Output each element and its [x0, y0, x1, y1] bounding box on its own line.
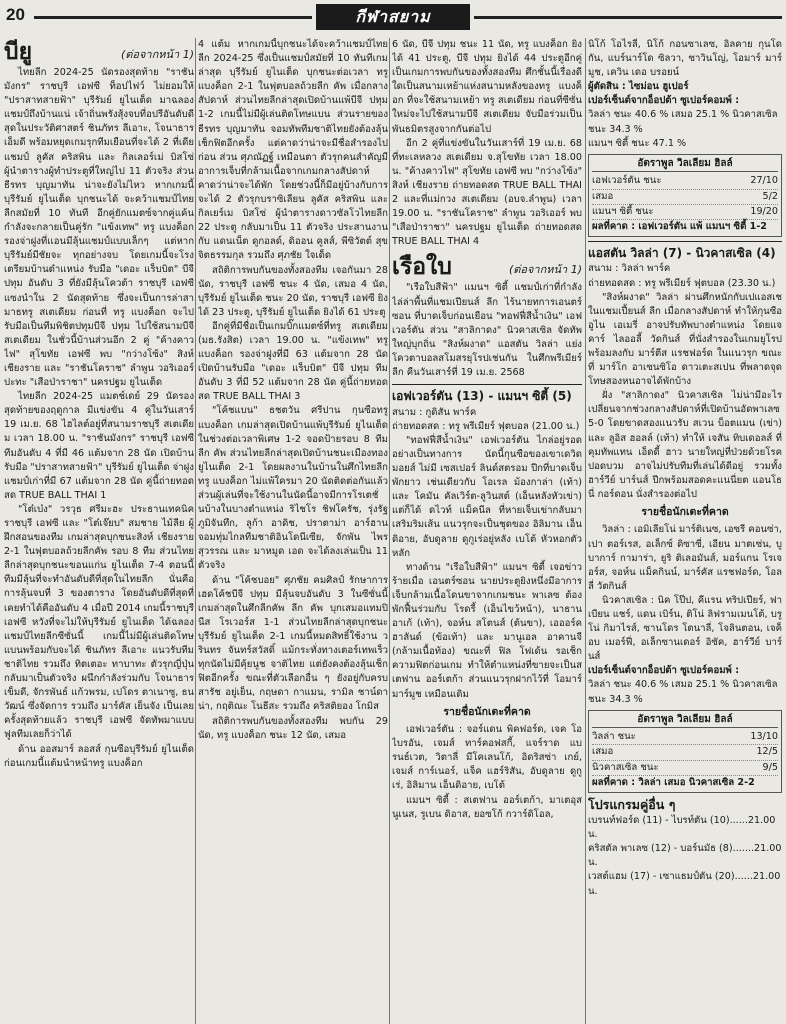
odds-value: 9/5 — [762, 761, 778, 773]
odds-value: 13/10 — [750, 731, 778, 743]
lineup-paragraph: วิลล่า : เอมิเลียโน่ มาร์ติเนซ, เอซรี คอนซ่า, เปา ตอร์เรส, อเล็กซ์ ดิซาซี่, เอียน มาตเซ่น, บูบาการ์ กามาร่า, ยูริ ติเลอมันส์, มอร์แกน โรเจอร์ส, จอห์น แม็คกินน์, มาร์คัส แรชฟอร์ด, โอลลี่ วัตกินส์ — [588, 524, 782, 592]
odds-box — [588, 710, 782, 793]
column-divider — [389, 38, 390, 1024]
odds-row — [592, 745, 778, 760]
article-paragraph: ทางด้าน "เรือใบสีฟ้า" แมนฯ ซิตี้ เจอข่าวร้ายเมื่อ เอนตร์ซอน นายประตูยิงหนึ่งมีอาการเจ็บกล้ามเนื้อโดนขาจากเกมชนะ พาเลซ ต้องพักฟื้นร่วมกับ โรดรี้ (เอ็นไขว้หน้า), นาธาน อาเก้ (เท้า), จอห์น สโตนส์ (ต้นขา), เอออร์ค ฮาลันด์ (ข้อเท้า) และ มานูเอล อาคานจี (กล้ามเนื้อท้อง) ขณะที่ ฟิล โฟเด้น รอเช็กความฟิตก่อนเกม ทำให้ตำแหน่งที่ขายจะเป็นสเตฟาน ออร์เตก้า ส่วนแนวรุกฝากไว้ที่ โอมาร์ มาร์มูช เหมือนเดิม — [392, 561, 582, 700]
odds-row — [592, 190, 778, 205]
section-masthead: กีฬาสยาม — [316, 4, 470, 30]
opta-line: วิลล่า ชนะ 40.6 % เสมอ 25.1 % นิวคาสเซิล ชนะ 34.3 % — [588, 679, 778, 705]
odds-value: 27/10 — [750, 175, 778, 187]
article-paragraph: ไทยลีก 2024-25 แมตช์เดย์ 29 นัดรองสุดท้ายของฤดูกาล มีแข่งขัน 4 คู่ในวันเสาร์ 19 เม.ย. 68 ไฮไลต์อยู่ที่สนามราชบุรี สเตเดียม เวลา 18.00 น. "ราชันมังกร" ราชบุรี เอฟซี ทีมอันดับ 4 ที่มี 46 แต้มจาก 28 นัด เปิดบ้านรับมือ "ปราสาทสายฟ้า" บุรีรัมย์ ยูไนเต็ด จ่าฝูง แชมป์เก่าที่มี 67 แต้มจาก 28 นัด คู่นี้ถ่ายทอดสด TRUE BALL THAI 1 — [4, 391, 194, 501]
odds-label: เสมอ — [592, 746, 614, 758]
article-paragraph: อีก 2 คู่ที่แข่งขันในวันเสาร์ที่ 19 เม.ย. 68 ที่ทะเลหลวง สเตเดียม จ.สุโขทัย เวลา 18.00 น. "ค้างคาวไฟ" สุโขทัย เอฟซี พบ "กว่างโซ้ง" สิงห์ เชียงราย ถ่ายทอดสด TRUE BALL THAI 2 และที่แม่กวง สเตเดียม (อบจ.ลำพูน) เวลา 19.00 น. "ราชันโคราช" ลำพูน วอริเออร์ พบ "เสือป่าราชา" นครปฐม ยูไนเต็ด ถ่ายทอดสด TRUE BALL THAI 4 — [392, 137, 582, 248]
article-paragraph: ด้าน "โค้ชบอย" ศุภชัย คมศิลป์ รักษาการเฮดโค้ชบีจี ปทุม มีลุ้นจบอันดับ 3 ในซีซั่นนี้ เกมล่าสุดในศึกลีกคัพ ลีก คัพ บุกเสมอแทมปินีส โรเวอร์ส 1-1 ส่วนไทยลีกล่าสุดบุกชนะบุรีรัมย์ ยูไนเต็ด 2-1 เกมนี้หมดสิทธิ์ใช้งาน วรินทร จันทร์สวัสดิ์ แม้กระทั่งทางเตอร์เทพเร็วทุกนัดไม่มีคุ้ยนูช จาติไทย แต่ยังคงต้องลุ้นเช็กฟิตอีกครั้ง ขณะที่ตัวเลือกอื่น ๆ ยังอยู่กับครบ สารัช อยู่เย็น, กฤษดา กาแมน, รามิล ชาน์ดาน่า, กฤติณะ โนธีสะ รวมถึง คริสติยอง โกมิส — [198, 574, 388, 713]
match-stadium: สนาม : กูดิสัน พาร์ค — [392, 406, 477, 418]
odds-row — [592, 205, 778, 220]
lineup-paragraph: แมนฯ ซิตี้ : สเตฟาน ออร์เตก้า, มาเตอุส นูเนส, รูเบน ดิอาส, ยอซโก้ กวาร์ดิโอล, — [392, 794, 582, 820]
opta-title: เปอร์เซ็นต์จากอ็อปต้า ซูเปอร์คอมพ์ : — [588, 95, 740, 107]
article-paragraph: "โต๋เบ๋ง" วรวุธ ศรีมะฮะ ประธานเทคนิคราชบุรี เอฟซี และ "โต๋เจ๊ยบ" สมชาย ไม้ลีย ผู้ฝึกสอนของทีม เกมล่าสุดบุกชนะสิงห์ เชียงราย 2-1 ในฟุตบอลถ้วยลีกคัพ รอบ 8 ทีม ส่วนไทยลีกล่าสุดบุกชนะขอนแก่น ยูไนเต็ด 7-4 ตอนนี้ทีมมีลุ้นที่จะทำอันดับดีที่สุดในไทยลีก นั่นคือการลุ้นจบที่ 3 ของตาราง โดยอันดับดีที่สุดที่เคยทำได้คืออันดับ 4 เมื่อปี 2014 เกมนี้ราชบุรี เอฟซี หวังที่จะไม่ให้บุรีรัมย์ ยูไนเต็ด ได้ฉลองแชมป์ไทยลีกซีซั่นนี้ เกมนี้ไม่มีผู้เล่นติดโทษแบนพร้อมกับจะได้ ชินภัทร ลีเอาะ แนวรับทีมชาติไทย รวมถึง ทิตเตอะ ทาบาทะ ตัวรุกญี่ปุ่นกลับมาเป็นตัวจริง ผนึกกำลังร่วมกับ โจนาธาร เข็มดี, จักรพันธ์ แก้วพรม, เปโดร ตาเนาซู, ธนวัฒน์ ซึ่งจัดการ รวมถึง มาร์คัส เย็นจัง เป็นเลยครั้งสุดท้ายแล้ว ราชบุรี เอฟซี จัดทัพมาแบบฟูลทีมเลยก็ว่าได้ — [4, 503, 194, 741]
article-paragraph: อีกคู่ที่มีชื่อเป็นเกมบิ๊กแมตซ์ที่ทรู สเตเดียม (มธ.รังสิต) เวลา 19.00 น. "แข้งเทพ" ทรู แบงค็อก รองจ่าฝูงที่มี 63 แต้มจาก 28 นัด เปิดบ้านรับมือ "เดอะ แร็บบิต" บีจี ปทุม ทีมอันดับ 3 ที่มี 52 แต้มจาก 28 นัด คู่นี้ถ่ายทอดสด TRUE BALL THAI 3 — [198, 320, 388, 403]
odds-row — [592, 730, 778, 745]
fixture-row: เวสต์แฮม (17) - เซาแธมป์ตัน (20)......21.00 น. — [588, 871, 781, 897]
article-title: เรือใบ — [392, 254, 452, 280]
match-broadcast: ถ่ายทอดสด : ทรู พรีเมียร์ ฟุตบอล (21.00 น.) — [392, 420, 580, 432]
opta-line: แมนฯ ซิตี้ ชนะ 47.1 % — [588, 137, 687, 149]
article-paragraph: ด้าน ออสมาร์ ลอสส์ กุนซือบุรีรัมย์ ยูไนเต็ด ก่อนเกมนี้แต้มนำหน้าทรู แบงค็อก — [4, 743, 194, 769]
lineup-heading: รายชื่อนักเตะที่คาด — [641, 506, 729, 519]
odds-row — [592, 174, 778, 189]
match-heading: แอสตัน วิลล่า (7) - นิวคาสเซิล (4) — [588, 241, 782, 263]
odds-label: วิลล่า ชนะ — [592, 731, 636, 743]
odds-row — [592, 761, 778, 776]
odds-label: แมนฯ ซิตี้ ชนะ — [592, 205, 654, 217]
match-heading: เอฟเวอร์ตัน (13) - แมนฯ ซิตี้ (5) — [392, 384, 582, 406]
article-paragraph: ฝั่ง "สาลิกาดง" นิวคาสเซิล ไม่น่ามีอะไรเปลี่ยนจากช่วงกลางสัปดาห์ที่เปิดบ้านอัดพาเลซ 5-0 โดยขาดสองแนวรับ สเวน บ็อตแมน (เข่า) และ ลูอิส ฮอลล์ (เท้า) ทำให้ เจสัน ทิบเดอลส์ ที่คุมทัพแทน เอ็ดดี้ ฮาว นายใหญ่ที่ป่วยด้วยโรคปอดบวม อาจไม่ปรับทีมที่เล่นได้ดีอยู่ รวมทั้ง ฮาร์วีย์ บาร์นส์ ปีกพร้อมสอดคะแนนี่ยต แอนโธนี่ กอร์ดอน นั่งสำรองต่อไป — [588, 390, 782, 500]
odds-box — [588, 154, 782, 237]
article-paragraph: 4 แต้ม หากเกมนี้บุกชนะได้จะคว้าแชมป์ไทยลีก 2024-25 ซึ่งเป็นแชมป์สมัยที่ 10 ทันทีเกมล่าสุด บุรีรัมย์ ยูไนเต็ด บุกชนะต่อเวลา ทรู แบงค็อก 2-1 ในฟุตบอลถ้วยลีก คัพ เมื่อกลางสัปดาห์ ส่วนไทยลีกล่าสุดเปิดบ้านแพ้บีจี ปทุม 1-2 เกมนี้ไม่มีผู้เล่นติดโทษแบน ส่วนรายของ ธีรทร บุญมาทัน จอมทัพทีมชาติไทยยังต้องลุ้นเช็กฟิตอีกครั้ง แต่คาดว่าน่าจะมีชื่อสำรองไปก่อน ส่วน ศุภณัฏฐ์ เหมือนตา ตัวรุกคนสำคัญมีอาการเจ็บที่กล้ามเนื้อจากเกมกลางสัปดาห์ คาดว่าน่าจะได้พัก โดยช่วงนี้ก็มีอยู่บ้างกับการจะได้ 2 ตัวรุกบราซิเลียน ลูคัส คริสพิน และ กิลเยร์เม บิสโซ่ ผู้นำตารางดาวซัลโวไทยลีก 22 ประตู กลับมาเป็น 11 ตัวจริง ประสานงานกับ แดนเน็ต ดูกอลด์, ดิออน คูลส์, พีซิวัตต์ สุขจิตธรรมกุล รวมถึง ศุภชัย ใจเด็ด — [198, 39, 388, 262]
header-rule-right — [474, 16, 782, 19]
article-header-biyu — [4, 40, 194, 63]
predicted-result: ผลที่คาด : เอฟเวอร์ตัน แพ้ แมนฯ ซิตี้ 1-2 — [592, 220, 767, 232]
article-column-2 — [198, 38, 388, 1024]
article-paragraph: ไทยลีก 2024-25 นัดรองสุดท้าย "ราชันมังกร" ราชบุรี เอฟซี ท็อปไฟว์ ไม่ยอมให้ "ปราสาทสายฟ้า" บุรีรัมย์ ยูไนเต็ด มาฉลองแชมป์ถึงบ้านแน่ เจ้าถิ่นพรังสุ้งจบที่อปรีอันดับดีสุดในประวัติศาสตร์ ชินภัทร ลีเอาะ, โจนาธาร เอ็มดี พร้อมหยุดเกมรุกทีมเยือนที่จะได้ 2 ที่เดียแชมป์ ลูคัส คริสพิน และ กิลเลอร์เม่ บิสโซ่ ผู้นำตารางผู้ทำประตูที่ใหญ่ไป 11 ตัวจริง ส่วน ธีรทร บุญมาทัน น่าจะยังไม่ไหว หากเกมนี้ บุรีรัมย์ ยูไนเต็ด บุกชนะได้ จะคว้าแชมป์ไทยลีกสมัยที่ 10 ทันที อีกคู่ยักแมตซ์จากคู่แค้นกำลังจะกลายเป็นคู่รัก "แข้งเทพ" ทรู แบงค็อก รองจ่าฝูงที่เเอนมีลุ้นแชมป์แบบเล็กๆ แต่หากบุรีรัมย์มีชัยจะ ทุกอย่างจบ โดยเกมนี้จะโรงเตรียมบ้านตำแหน่ง รับมือ "เดอะ แร็บบิต" บีจี ปทุม อันดับ 3 ที่ยังมีลุ้นโควต้า ราชบุรี เอฟซี แซงนำใน 2 นัดสุดท้าย ซึ่งจะเป็นการล่าสามาธทรู สเตเดียม ก่อนที่ ทรู แบงค็อก จะไปรับมือเป็นทีมพิชิตปทุมบีจี ปทุม ไปใช้สนามบีจี สเตเดียม ในชั่วนี้บ้านส่วนอีก 2 คู่ "ค้างคาวไฟ" สุโขทัย เอฟซี พบ "กว่างโซ้ง" สิงห์ เชียงราย และ "ราชันโคราช" ลำพูน วอริเออร์ ปะทะ "เสือป่าราชา" นครปฐม ยูไนเต็ด — [4, 67, 194, 389]
predicted-result: ผลที่คาด : วิลล่า เสมอ นิวคาสเซิล 2-2 — [592, 776, 755, 788]
odds-title: อัตราพูล วิลเลียม ฮิลล์ — [592, 713, 778, 729]
lineup-paragraph: เอฟเวอร์ตัน : จอร์แดน พิคฟอร์ด, เจค โอไบรอัน, เจมส์ ทาร์คอฟสกี้, แจร์ราด แบรนธ์เวต, วิตาลี่ มีโคเลนโก้, อิดริสซ่า เกย์, เจมส์ การ์เนอร์, แจ็ค แฮร์ริสัน, อับดูลาย ดูกูเร่, อิลิมาน เอ็นดิอาย, เบโต้ — [392, 724, 582, 792]
article-paragraph: สถิติการพบกันของทั้งสองทีม พบกัน 29 นัด, ทรู แบงค็อก ชนะ 12 นัด, เสมอ — [198, 715, 388, 741]
header-rule-left — [34, 16, 312, 19]
odds-label: เอฟเวอร์ตัน ชนะ — [592, 175, 662, 187]
article-paragraph: "สิงห์ผงาด" วิลล่า ผ่านศึกหนักกับเปแอสเช ในแชมเปี้ยนส์ ลีก เมื่อกลางสัปดาห์ ทำให้กุนซือ อูไน เอเมรี่ อาจปรับทัพบางตำแหน่ง โดยแจคาร์ ไลออลี้ วัดกินส์ ที่นั่งสำรองในเกมยูโรป พร้อมลงกับ มาร์ตีส แรชฟอร์ด ในแนวรุก ขณะที่ มาร์โก อาเซนซิโอ ดาวเตะสเปน ที่พลาดจุดโทษสองหนอาจได้พักบ้าง — [588, 291, 782, 388]
other-fixtures-heading: โปรแกรมคู่อื่น ๆ — [588, 796, 676, 812]
article-paragraph: สถิติการพบกันของทั้งสองทีม เจอกันมา 28 นัด, ราชบุรี เอฟซี ชนะ 4 นัด, เสมอ 4 นัด, บุรีรัมย์ ยูไนเต็ด ชนะ 20 นัด, ราชบุรี เอฟซี ยิงได้ 23 ประตู, บุรีรัมย์ ยูไนเต็ด ยิงได้ 61 ประตู — [198, 264, 388, 318]
lineup-paragraph: นิโก้ โอไรลี่, นิโก้ กอนซาเลซ, อิลคาย กุนโดกัน, แบร์นาร์โด ซิลวา, ซาวินโญ่, โอมาร์ มาร์มูช, เควิน เดอ บรอยน์ — [588, 39, 782, 79]
odds-value: 12/5 — [756, 746, 778, 758]
odds-title: อัตราพูล วิลเลียม ฮิลล์ — [592, 157, 778, 173]
odds-value: 19/20 — [750, 205, 778, 217]
odds-label: เสมอ — [592, 190, 614, 202]
article-column-1 — [4, 38, 194, 1024]
opta-line: วิลล่า ชนะ 40.6 % เสมอ 25.1 % นิวคาสเซิล ชนะ 34.3 % — [588, 109, 778, 135]
article-paragraph: 6 นัด, บีจี ปทุม ชนะ 11 นัด, ทรู แบงค็อก ยิงได้ 41 ประตู, บีจี ปทุม ยิงได้ 44 ประตูอีกคู่เป็นเกมการพบกันของทั้งสองทีม ศึกชั้นนี้เรื่องดีใดเป็นสนามเหย้าแห่งสนามหลังของทรู แบงค็อก ที่จะใช้สนามเหย้า ทรู สเตเดียม ก่อนที่ซีซั่นใหม่จะไปใช้สนามบีจี สเตเดียม จับมือร่วมเป็นพันธมิตรสูงจากกันต่อไป — [392, 39, 582, 135]
odds-value: 5/2 — [762, 190, 778, 202]
page-number: 20 — [6, 5, 25, 24]
article-column-4 — [588, 38, 782, 1024]
article-paragraph: "เรือใบสีฟ้า" แมนฯ ซิตี้ แชมป์เก่าที่กำลังไล่ล่าพื้นที่แชมเปียนส์ ลีก ไร้นายทการเอนตร์ซอน ที่บาดเจ็บก่อนเยือน "ทอฟฟี่สีน้ำเงิน" เอฟเวอร์ตัน ส่วน "สาลิกาดง" นิวคาสเซิล จัดทัพใหญ่บุกถิ่น "สิงห์ผงาด" แอสตัน วิลล่า แย่งโควตาบอลสโมสรยุโรปเช่นกัน ในศึกพรีเมียร์ลีก คืนวันเสาร์ที่ 19 เม.ย. 2568 — [392, 282, 582, 378]
article-paragraph: "ทอฟฟี่สีน้ำเงิน" เอฟเวอร์ตัน ไกล่อยู่รอดอย่างเป็นทางการ นัดนี้กุนซือของเขาเดวิด มอยส์ ไม่มี เซสเปอร์ ลินด์สตรอม ปีกที่บาดเจ็บพักยาว เช่นเดียวกับ โอเรล ม้องกาล่า (เท้า) และ โคมัน คัลเวิร์ต-ลูวินสต์ (เอ็นหลังหัวเข่า) แต่ก็ได้ ดไวท์ แม็คนีล ที่หายเจ็บเข่ากลับมาเสริมริมเส้น แนวรุกจะเป็นชุดของ อิลิมาน เอ็นดิอาย, อับดูลาย ดูกูเร่อยู่หลัง เบโต้ หัวหอกตัวหลัก — [392, 434, 582, 559]
fixture-row: คริสตัล พาเลซ (12) - บอร์นมัธ (8).......21.00 น. — [588, 843, 782, 869]
odds-label: นิวคาสเซิล ชนะ — [592, 761, 659, 773]
opta-title: เปอร์เซ็นต์จากอ็อปต้า ซูเปอร์คอมพ์ : — [588, 665, 740, 677]
match-stadium: สนาม : วิลล่า พาร์ค — [588, 263, 671, 275]
fixture-row: เบรนท์ฟอร์ด (11) - ไบรท์ตัน (10)......21.00 น. — [588, 815, 776, 841]
article-header-ruabai — [392, 255, 582, 278]
continued-note: (ต่อจากหน้า 1) — [120, 47, 194, 61]
article-paragraph: "โค้ชแบน" ธชตวัน ศรีปาน กุนซือทรู แบงค็อก เกมล่าสุดเปิดบ้านแพ้บุรีรัมย์ ยูไนเต็ด ในช่วงต่อเวลาพิเศษ 1-2 จอดป้ายรอบ 8 ทีม ลีก คัพ ส่วนไทยลีกล่าสุดเปิดบ้านชนะเมืองทอง ยูไนเต็ด 2-1 โดยผลงานในบ้านในศึกไทยลีก ทรู แบงค็อก ไม่แพ้ใครมา 20 นัดติดต่อกันแล้ว ส่วนผู้เล่นที่จะใช้งานในนัดนี้อาจมีการโรเตชั่นบ้างในบางตำแหน่ง ริไชโร ชิฟโครัช, รุ่งรัฐ ภูมิจันทึก, ลูก้า อาดิช, ปราตาม่า อาร์ฮาน จอมทุ่มไกลทีมชาติอินโดนีเซีย, จักพัน ไพรสุวรรณ และ มาหมูด เอด จะได้ลงเล่นเป็น 11 ตัวจริง — [198, 405, 388, 572]
continued-note: (ต่อจากหน้า 1) — [508, 263, 582, 277]
column-divider — [195, 38, 196, 1024]
article-column-3 — [392, 38, 582, 1024]
page-header — [0, 0, 786, 34]
lineup-paragraph: นิวคาสเซิล : นิค โป๊ป, คีแรน ทริปเปียร์, ฟาเบียน แชร์, แดน เบิร์น, ติโน่ ลิฟรามเมนโต้, บรูโน่ กิมาไรส์, ซานโดร โตนาลี่, โจลินตอน, เจค็อบ เมอร์ฟี่, อเล็กซานเดอร์ อิซัค, ฮาร์วีย์ บาร์นส์ — [588, 594, 782, 663]
match-broadcast: ถ่ายทอดสด : ทรู พรีเมียร์ ฟุตบอล (23.30 น.) — [588, 277, 776, 289]
referee-line: ผู้ตัดสิน : ไซม่อน ฮูเปอร์ — [588, 81, 689, 93]
article-title: บียู — [4, 39, 33, 64]
column-divider — [585, 38, 586, 1024]
lineup-heading: รายชื่อนักเตะที่คาด — [443, 705, 531, 718]
